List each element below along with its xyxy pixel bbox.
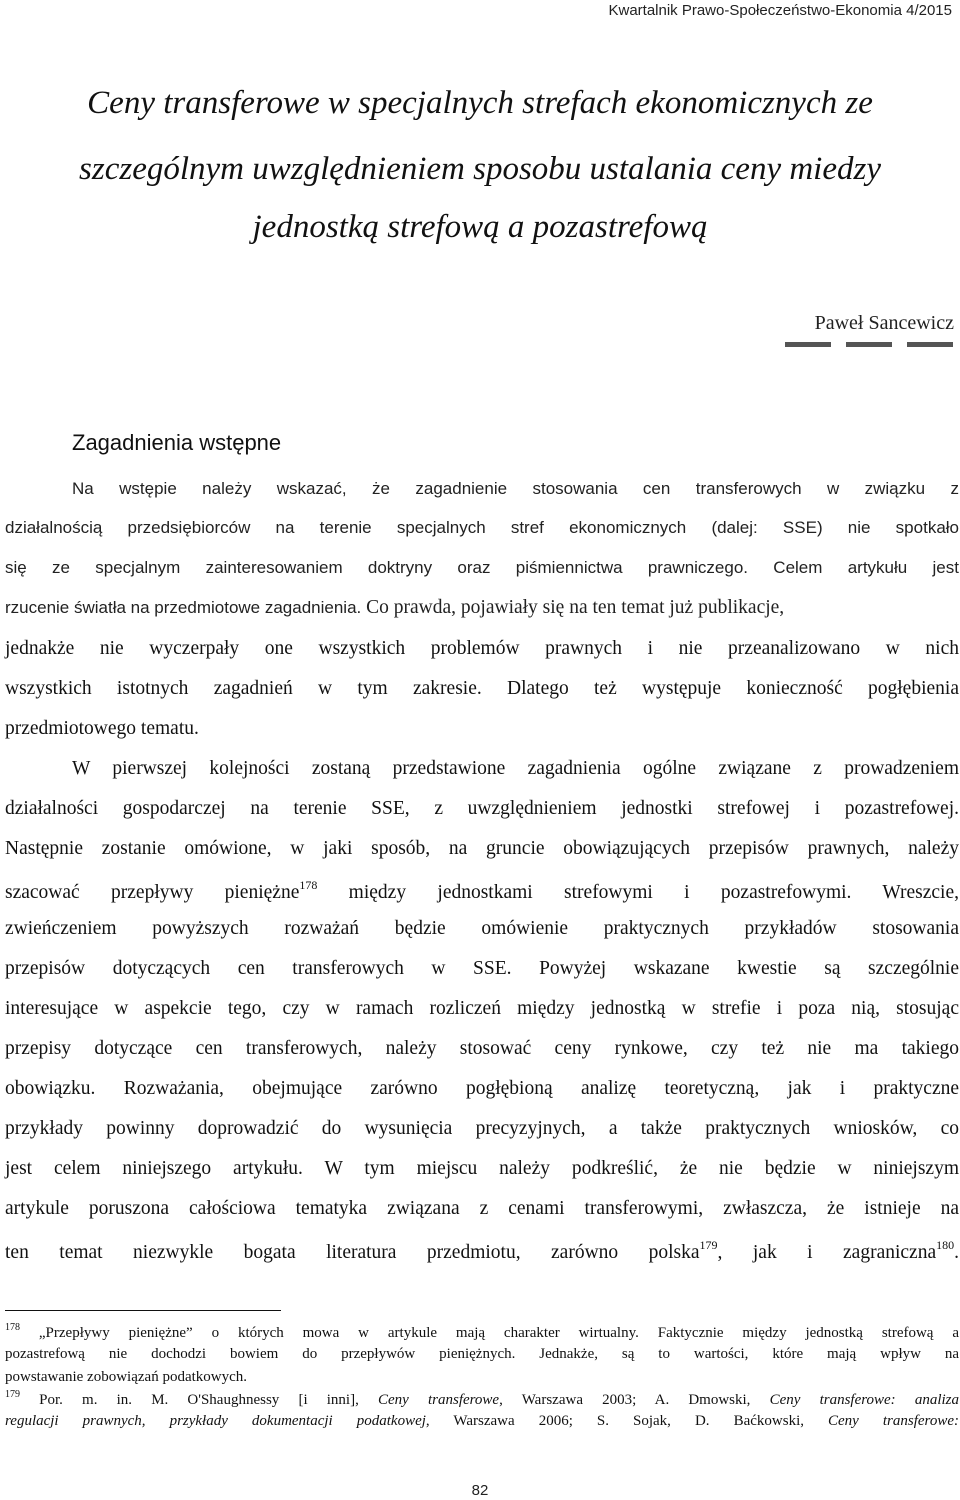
body-text: Co prawda, pojawiały się na ten temat już publikacje, [361, 597, 785, 618]
footnote-178-line: powstawanie zobowiązań podatkowych. [5, 1369, 248, 1385]
body-line [5, 597, 784, 619]
body-line: jednakże nie wyczerpały one wszystkich problemów prawnych i nie przeanalizowano w nich [5, 638, 959, 659]
footnote-179-line [5, 1389, 959, 1409]
body-line [5, 878, 959, 904]
author-divider [907, 342, 953, 347]
body-line: jest celem niniejszego artykułu. W tym miejscu należy podkreślić, że nie będzie w niniejszym [5, 1158, 959, 1179]
footnote-178-line: pozastrefową nie dochodzi bowiem do przepływów pieniężnych. Jednakże, są to wartości, które mają wpływ na [5, 1346, 959, 1362]
footnote-title: Ceny transferowe [378, 1392, 500, 1408]
footnote-number: 179 [5, 1389, 20, 1400]
footnote-text: Por. m. in. M. O'Shaughnessy [i inni], [20, 1392, 378, 1408]
body-line: Na wstępie należy wskazać, że zagadnienie stosowania cen transferowych w związku z [72, 479, 959, 498]
article-title-line-1: Ceny transferowe w specjalnych strefach ekonomicznych ze [87, 85, 873, 121]
body-text: ten temat niezwykle bogata literatura przedmiotu, zarówno polska [5, 1242, 700, 1263]
body-line: przykłady powinny doprowadzić do wysunięcia precyzyjnych, a także praktycznych wniosków, co [5, 1118, 959, 1139]
footnote-text: , Warszawa 2003; A. Dmowski, [499, 1392, 770, 1408]
footnote-title: regulacji prawnych, przykłady dokumentacji podatkowej [5, 1413, 426, 1429]
author-divider [785, 342, 831, 347]
body-line: W pierwszej kolejności zostaną przedstawione zagadnienia ogólne związane z prowadzeniem [72, 758, 959, 779]
body-line: działalnością przedsiębiorców na terenie specjalnych stref ekonomicznych (dalej: SSE) nie spotkało [5, 518, 959, 537]
page-number: 82 [471, 1482, 489, 1499]
body-text: rzucenie światła na przedmiotowe zagadnienia. [5, 598, 362, 617]
footnote-title: Ceny transferowe: [828, 1413, 959, 1429]
body-line: przepisy dotyczące cen transferowych, należy stosować ceny rynkowe, czy też nie ma takiego [5, 1038, 959, 1059]
footnote-ref-178[interactable]: 178 [299, 878, 318, 892]
body-line: działalności gospodarczej na terenie SSE, z uwzględnieniem jednostki strefowej i pozastrefowej. [5, 798, 959, 819]
journal-header: Kwartalnik Prawo-Społeczeństwo-Ekonomia 4/2015 [608, 2, 952, 19]
body-line: zwieńczeniem powyższych rozważań będzie omówienie praktycznych przykładów stosowania [5, 918, 959, 939]
body-line: obowiązku. Rozważania, obejmujące zarówno pogłębioną analizę teoretyczną, jak i praktyczne [5, 1078, 959, 1099]
footnote-separator [5, 1310, 281, 1311]
footnote-number: 178 [5, 1322, 20, 1333]
body-line: przepisów dotyczących cen transferowych w SSE. Powyżej wskazane kwestie są szczególnie [5, 958, 959, 979]
body-line: wszystkich istotnych zagadnień w tym zakresie. Dlatego też występuje konieczność pogłębienia [5, 678, 959, 699]
body-line: przedmiotowego tematu. [5, 718, 199, 739]
body-line: Następnie zostanie omówione, w jaki sposób, na gruncie obowiązujących przepisów prawnych, należy [5, 838, 959, 859]
body-line [5, 1238, 959, 1264]
body-text: , jak i zagraniczna [717, 1242, 937, 1263]
footnote-title: Ceny transferowe: analiza [769, 1392, 959, 1408]
footnote-text: „Przepływy pieniężne” o których mowa w artykule mają charakter wirtualny. Faktycznie między jednostką strefową a [20, 1325, 959, 1341]
body-text: . [954, 1242, 959, 1263]
section-heading: Zagadnienia wstępne [72, 430, 282, 455]
article-title-line-2: szczególnym uwzględnieniem sposobu ustalania ceny miedzy [79, 151, 881, 187]
author-divider [846, 342, 892, 347]
footnote-ref-179[interactable]: 179 [699, 1238, 718, 1252]
footnote-178-line [5, 1322, 959, 1342]
body-text: między jednostkami strefowymi i pozastrefowymi. Wreszcie, [317, 882, 959, 903]
author-name: Paweł Sancewicz [814, 312, 954, 334]
footnote-text: , Warszawa 2006; S. Sojak, D. Baćkowski, [425, 1413, 829, 1429]
footnote-179-line [5, 1413, 959, 1430]
body-line: interesujące w aspekcie tego, czy w ramach rozliczeń między jednostką w strefie i poza nią, stosując [5, 998, 959, 1019]
footnote-ref-180[interactable]: 180 [936, 1238, 955, 1252]
body-text: szacować przepływy pieniężne [5, 882, 300, 903]
body-line: się ze specjalnym zainteresowaniem doktryny oraz piśmiennictwa prawniczego. Celem artykułu jest [5, 558, 959, 577]
article-title-line-3: jednostką strefową a pozastrefową [252, 209, 708, 245]
body-line: artykule poruszona całościowa tematyka związana z cenami transferowymi, zwłaszcza, że istnieje na [5, 1198, 959, 1219]
